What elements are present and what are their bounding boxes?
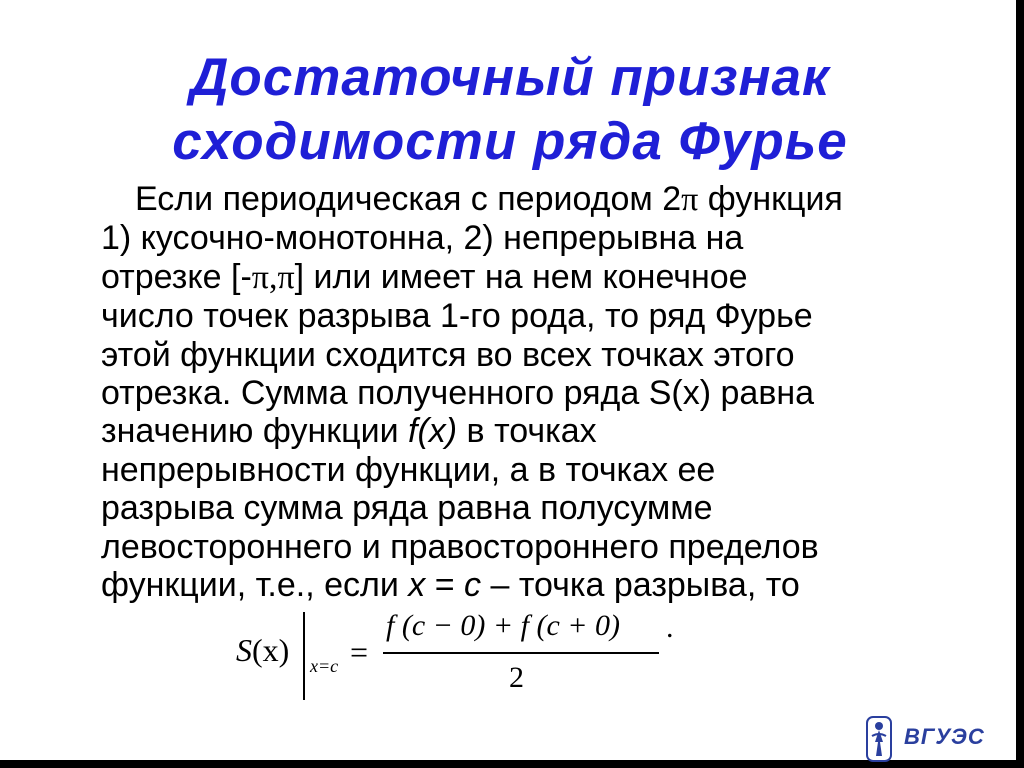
text-line-6: отрезка. Сумма полученного ряда S(x) равна (101, 374, 815, 413)
theorem-text (101, 180, 961, 604)
text-line-3 (101, 258, 961, 297)
logo-emblem-icon (866, 716, 892, 762)
text-line-2: 1) кусочно-монотонна, 2) непрерывна на (101, 219, 744, 258)
equals-sign: = (425, 566, 465, 605)
text-line-11 (101, 566, 961, 604)
formula-equals: = (350, 634, 369, 670)
text-segment: – точка разрыва, то (481, 566, 800, 605)
evaluation-bar (303, 612, 305, 700)
pi-symbol: π (277, 258, 295, 296)
variable-c: c (464, 566, 482, 605)
formula-args: (x) (252, 632, 290, 668)
text-segment: Если периодическая с периодом 2 (135, 180, 682, 218)
text-segment: ] или имеет на нем конечное (294, 257, 748, 296)
text-segment: функции, т.е., если (101, 566, 409, 605)
text-segment: значению функции (101, 412, 409, 451)
text-line-9: разрыва сумма ряда равна полусумме (101, 489, 713, 528)
formula-numerator: f (c − 0) + f (c + 0) (386, 609, 620, 642)
text-line-7 (101, 412, 961, 450)
text-line-4: число точек разрыва 1-го рода, то ряд Фурье (101, 297, 813, 336)
formula-subscript: x=c (310, 656, 339, 676)
comma: , (268, 258, 278, 296)
text-line-8: непрерывности функции, а в точках ее (101, 450, 716, 489)
variable-x: x (408, 566, 426, 605)
sum-formula (236, 608, 696, 708)
fraction-line (383, 652, 659, 654)
formula-s: S (236, 632, 252, 668)
text-segment: в точках (457, 412, 597, 451)
text-line-5: этой функции сходится во всех точках этого (101, 335, 795, 374)
formula-lhs (236, 630, 289, 670)
text-segment: функция (698, 180, 843, 218)
formula-period: . (666, 611, 674, 644)
slide-title (0, 46, 1020, 174)
function-fx: f(x) (408, 412, 458, 451)
text-line-1 (101, 180, 961, 219)
text-line-10: левостороннего и правостороннего пределов (101, 527, 819, 566)
title-line-2: сходимости ряда Фурье (172, 112, 848, 171)
university-logo (866, 716, 986, 762)
text-segment: отрезке [- (101, 257, 252, 296)
title-line-1: Достаточный признак (190, 48, 830, 107)
logo-text: ВГУЭС (904, 724, 985, 749)
formula-denominator: 2 (509, 661, 524, 694)
pi-symbol: π (251, 258, 269, 296)
pi-symbol: π (681, 181, 699, 218)
